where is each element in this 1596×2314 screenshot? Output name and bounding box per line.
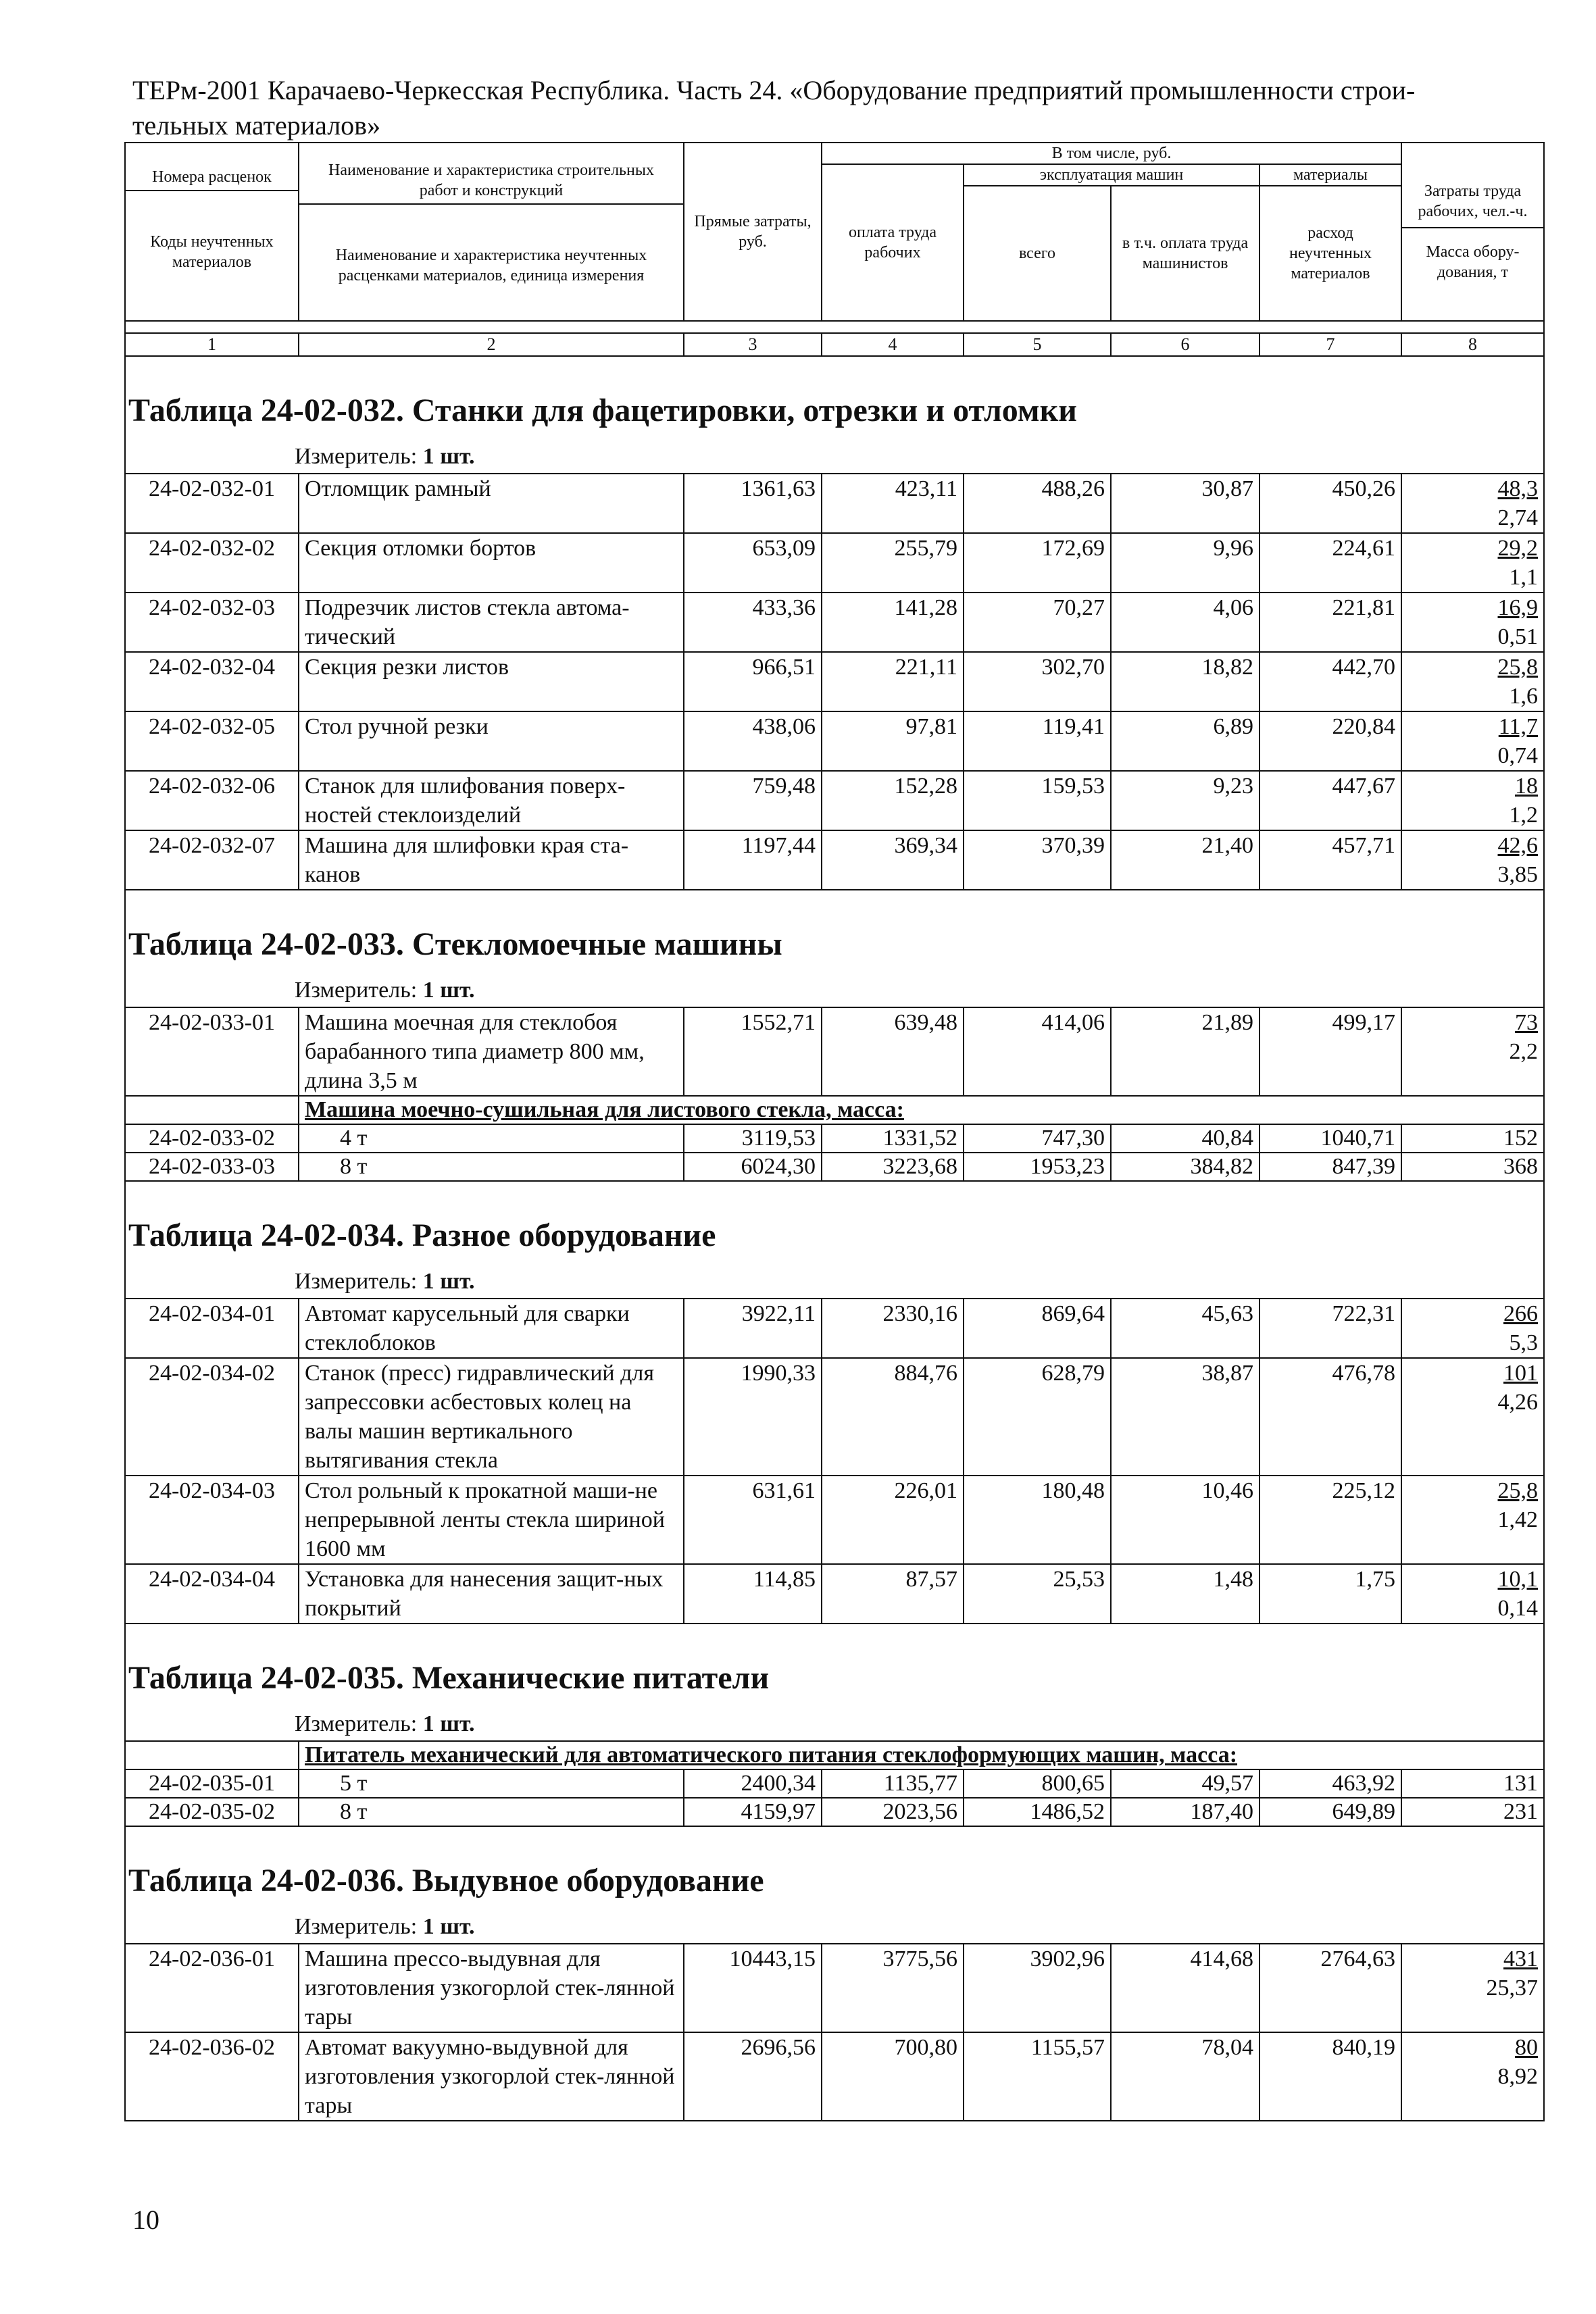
rate-code: 24-02-035-02 xyxy=(125,1798,299,1826)
col-head-including: В том числе, руб. xyxy=(822,143,1401,164)
table-row xyxy=(125,1944,1544,2032)
col-head-equipment-mass: Масса обору-дования, т xyxy=(1426,243,1520,281)
machinist-pay: 45,63 xyxy=(1111,1299,1260,1358)
labor-pay: 2023,56 xyxy=(822,1798,964,1826)
labor-mass-cell xyxy=(1401,1944,1544,2032)
labor-mass-cell xyxy=(1401,2032,1544,2121)
col-head-labor-hours: Затраты труда рабочих, чел.-ч. xyxy=(1402,174,1543,228)
column-number: 8 xyxy=(1401,333,1544,356)
machinist-pay: 21,89 xyxy=(1111,1007,1260,1096)
subhead-text: Машина моечно-сушильная для листового стекла, масса: xyxy=(299,1096,1544,1124)
direct-costs: 4159,97 xyxy=(684,1798,822,1826)
direct-costs: 3119,53 xyxy=(684,1124,822,1153)
machinist-pay: 18,82 xyxy=(1111,652,1260,711)
labor-mass-cell xyxy=(1401,1007,1544,1096)
equipment-mass: 3,85 xyxy=(1497,862,1538,887)
work-name: Установка для нанесения защит-ных покрытий xyxy=(299,1564,684,1624)
machine-costs: 159,53 xyxy=(964,771,1111,830)
direct-costs: 438,06 xyxy=(684,711,822,771)
materials-cost: 649,89 xyxy=(1260,1798,1401,1826)
machine-costs: 172,69 xyxy=(964,533,1111,593)
table-row xyxy=(125,1476,1544,1564)
col-head-unaccounted-materials: расход неучтенных материалов xyxy=(1260,186,1401,321)
machinist-pay: 21,40 xyxy=(1111,830,1260,890)
direct-costs: 3922,11 xyxy=(684,1299,822,1358)
machinist-pay: 38,87 xyxy=(1111,1358,1260,1476)
direct-costs: 10443,15 xyxy=(684,1944,822,2032)
machine-costs: 414,06 xyxy=(964,1007,1111,1096)
machine-costs: 1953,23 xyxy=(964,1153,1111,1181)
subhead-row xyxy=(125,1741,1544,1769)
equipment-mass: 2,74 xyxy=(1497,505,1538,530)
column-number: 6 xyxy=(1111,333,1260,356)
machine-costs: 180,48 xyxy=(964,1476,1111,1564)
labor-hours: 48,3 xyxy=(1497,476,1538,501)
section-title: Таблица 24-02-033. Стекломоечные машины xyxy=(125,890,1544,974)
rate-code: 24-02-032-06 xyxy=(125,771,299,830)
rate-code: 24-02-036-02 xyxy=(125,2032,299,2121)
work-name: Машина моечная для стеклобоя барабанного типа диаметр 800 мм, длина 3,5 м xyxy=(299,1007,684,1096)
column-number: 7 xyxy=(1260,333,1401,356)
table-row xyxy=(125,1769,1544,1798)
materials-cost: 1,75 xyxy=(1260,1564,1401,1624)
direct-costs: 114,85 xyxy=(684,1564,822,1624)
table-row xyxy=(125,652,1544,711)
table-row xyxy=(125,771,1544,830)
col-head-machinist-pay: в т.ч. оплата труда машинистов xyxy=(1111,186,1260,321)
column-numbers-row xyxy=(125,333,1544,356)
col-head-material-codes: Коды неучтенных материалов xyxy=(150,233,274,271)
direct-costs: 433,36 xyxy=(684,593,822,652)
unit-label: Измеритель: xyxy=(295,444,418,469)
equipment-mass: 1,1 xyxy=(1509,565,1538,590)
work-name: Секция резки листов xyxy=(299,652,684,711)
table-row xyxy=(125,593,1544,652)
machinist-pay: 9,96 xyxy=(1111,533,1260,593)
machinist-pay: 40,84 xyxy=(1111,1124,1260,1153)
column-number: 1 xyxy=(125,333,299,356)
col-head-materials-name: Наименование и характеристика неучтенных расценками материалов, единица измерения xyxy=(335,247,647,284)
machinist-pay: 78,04 xyxy=(1111,2032,1260,2121)
work-name: 8 т xyxy=(299,1798,684,1826)
labor-mass-cell xyxy=(1401,1299,1544,1358)
rate-code: 24-02-034-02 xyxy=(125,1358,299,1476)
machine-costs: 1155,57 xyxy=(964,2032,1111,2121)
materials-cost: 457,71 xyxy=(1260,830,1401,890)
rates-table xyxy=(124,142,1543,2121)
unit-cell xyxy=(125,1265,1544,1299)
section-title: Таблица 24-02-034. Разное оборудование xyxy=(125,1181,1544,1265)
direct-costs: 1361,63 xyxy=(684,474,822,533)
work-name: Машина для шлифовки края ста-канов xyxy=(299,830,684,890)
direct-costs: 1197,44 xyxy=(684,830,822,890)
machine-costs: 119,41 xyxy=(964,711,1111,771)
machine-costs: 302,70 xyxy=(964,652,1111,711)
materials-cost: 499,17 xyxy=(1260,1007,1401,1096)
rate-code: 24-02-032-05 xyxy=(125,711,299,771)
col-head-labor-pay: оплата труда рабочих xyxy=(822,164,964,321)
section-title: Таблица 24-02-035. Механические питатели xyxy=(125,1624,1544,1708)
direct-costs: 966,51 xyxy=(684,652,822,711)
machine-costs: 3902,96 xyxy=(964,1944,1111,2032)
direct-costs: 759,48 xyxy=(684,771,822,830)
labor-hours: 18 xyxy=(1515,774,1538,799)
rate-code: 24-02-034-03 xyxy=(125,1476,299,1564)
equipment-mass: 4,26 xyxy=(1497,1390,1538,1415)
labor-hours: 368 xyxy=(1401,1153,1544,1181)
machine-costs: 869,64 xyxy=(964,1299,1111,1358)
equipment-mass: 0,51 xyxy=(1497,624,1538,649)
work-name: Стол ручной резки xyxy=(299,711,684,771)
labor-hours: 431 xyxy=(1503,1946,1538,1971)
unit-label: Измеритель: xyxy=(295,1269,418,1294)
table-row xyxy=(125,533,1544,593)
unit-label: Измеритель: xyxy=(295,1711,418,1736)
labor-pay: 87,57 xyxy=(822,1564,964,1624)
work-name: Подрезчик листов стекла автома-тический xyxy=(299,593,684,652)
equipment-mass: 5,3 xyxy=(1509,1330,1538,1355)
materials-cost: 224,61 xyxy=(1260,533,1401,593)
section-title-row xyxy=(125,356,1544,441)
machine-costs: 370,39 xyxy=(964,830,1111,890)
labor-hours: 29,2 xyxy=(1497,536,1538,561)
col-head-rate-numbers: Номера расценок xyxy=(126,164,298,191)
work-name: Автомат вакуумно-выдувной для изготовления узкогорлой стек-лянной тары xyxy=(299,2032,684,2121)
labor-pay: 700,80 xyxy=(822,2032,964,2121)
table-row xyxy=(125,2032,1544,2121)
work-name: Стол рольный к прокатной маши-не непрерывной ленты стекла шириной 1600 мм xyxy=(299,1476,684,1564)
labor-pay: 226,01 xyxy=(822,1476,964,1564)
labor-hours: 10,1 xyxy=(1497,1567,1538,1592)
col-head-total: всего xyxy=(964,186,1111,321)
equipment-mass: 25,37 xyxy=(1486,1976,1538,2001)
machinist-pay: 6,89 xyxy=(1111,711,1260,771)
machine-costs: 25,53 xyxy=(964,1564,1111,1624)
unit-cell xyxy=(125,441,1544,474)
page-number: 10 xyxy=(132,2205,159,2235)
section-title-row xyxy=(125,1624,1544,1708)
labor-hours: 80 xyxy=(1515,2035,1538,2060)
labor-pay: 884,76 xyxy=(822,1358,964,1476)
rate-code: 24-02-036-01 xyxy=(125,1944,299,2032)
labor-mass-cell xyxy=(1401,1358,1544,1476)
unit-value: 1 шт. xyxy=(422,978,475,1003)
labor-mass-cell xyxy=(1401,533,1544,593)
labor-hours: 42,6 xyxy=(1497,833,1538,858)
table-row xyxy=(125,474,1544,533)
equipment-mass: 1,42 xyxy=(1497,1507,1538,1532)
table-row xyxy=(125,1299,1544,1358)
direct-costs: 1552,71 xyxy=(684,1007,822,1096)
rate-code: 24-02-033-01 xyxy=(125,1007,299,1096)
labor-mass-cell xyxy=(1401,593,1544,652)
labor-pay: 255,79 xyxy=(822,533,964,593)
machine-costs: 70,27 xyxy=(964,593,1111,652)
col-head-machine-exploitation: эксплуатация машин xyxy=(964,164,1260,186)
materials-cost: 220,84 xyxy=(1260,711,1401,771)
subhead-empty xyxy=(125,1096,299,1124)
rate-code: 24-02-033-02 xyxy=(125,1124,299,1153)
section-title-row xyxy=(125,890,1544,974)
machinist-pay: 49,57 xyxy=(1111,1769,1260,1798)
labor-hours: 231 xyxy=(1401,1798,1544,1826)
materials-cost: 476,78 xyxy=(1260,1358,1401,1476)
direct-costs: 2696,56 xyxy=(684,2032,822,2121)
rate-code: 24-02-033-03 xyxy=(125,1153,299,1181)
labor-hours: 25,8 xyxy=(1497,1478,1538,1503)
machine-costs: 628,79 xyxy=(964,1358,1111,1476)
rate-code: 24-02-032-03 xyxy=(125,593,299,652)
rate-code: 24-02-032-01 xyxy=(125,474,299,533)
machinist-pay: 30,87 xyxy=(1111,474,1260,533)
rate-code: 24-02-034-01 xyxy=(125,1299,299,1358)
section-title: Таблица 24-02-032. Станки для фацетировки, отрезки и отломки xyxy=(125,356,1544,441)
work-name: Станок для шлифования поверх-ностей стеклоизделий xyxy=(299,771,684,830)
column-number: 4 xyxy=(822,333,964,356)
unit-row xyxy=(125,1265,1544,1299)
materials-cost: 840,19 xyxy=(1260,2032,1401,2121)
table-row xyxy=(125,1798,1544,1826)
machine-costs: 1486,52 xyxy=(964,1798,1111,1826)
machinist-pay: 4,06 xyxy=(1111,593,1260,652)
rate-code: 24-02-034-04 xyxy=(125,1564,299,1624)
subhead-empty xyxy=(125,1741,299,1769)
labor-pay: 423,11 xyxy=(822,474,964,533)
col-head-works-name: Наименование и характеристика строительных работ и конструкций xyxy=(299,157,683,205)
unit-row xyxy=(125,974,1544,1007)
labor-mass-cell xyxy=(1401,1476,1544,1564)
equipment-mass: 2,2 xyxy=(1509,1039,1538,1064)
unit-value: 1 шт. xyxy=(422,1914,475,1939)
materials-cost: 463,92 xyxy=(1260,1769,1401,1798)
materials-cost: 447,67 xyxy=(1260,771,1401,830)
labor-pay: 2330,16 xyxy=(822,1299,964,1358)
column-number: 5 xyxy=(964,333,1111,356)
table-row xyxy=(125,830,1544,890)
machinist-pay: 9,23 xyxy=(1111,771,1260,830)
labor-mass-cell xyxy=(1401,652,1544,711)
labor-pay: 141,28 xyxy=(822,593,964,652)
unit-cell xyxy=(125,1708,1544,1741)
materials-cost: 221,81 xyxy=(1260,593,1401,652)
labor-pay: 221,11 xyxy=(822,652,964,711)
unit-row xyxy=(125,1911,1544,1944)
col-head-codes xyxy=(125,143,299,321)
unit-label: Измеритель: xyxy=(295,978,418,1003)
machine-costs: 488,26 xyxy=(964,474,1111,533)
direct-costs: 631,61 xyxy=(684,1476,822,1564)
equipment-mass: 1,6 xyxy=(1509,684,1538,709)
labor-hours: 266 xyxy=(1503,1301,1538,1326)
labor-mass-cell xyxy=(1401,474,1544,533)
labor-pay: 3223,68 xyxy=(822,1153,964,1181)
materials-cost: 450,26 xyxy=(1260,474,1401,533)
materials-cost: 442,70 xyxy=(1260,652,1401,711)
direct-costs: 653,09 xyxy=(684,533,822,593)
work-name: 4 т xyxy=(299,1124,684,1153)
section-title-row xyxy=(125,1181,1544,1265)
machine-costs: 800,65 xyxy=(964,1769,1111,1798)
materials-cost: 2764,63 xyxy=(1260,1944,1401,2032)
table-row xyxy=(125,1358,1544,1476)
labor-mass-cell xyxy=(1401,830,1544,890)
machinist-pay: 10,46 xyxy=(1111,1476,1260,1564)
labor-hours: 152 xyxy=(1401,1124,1544,1153)
unit-value: 1 шт. xyxy=(422,444,475,469)
unit-cell xyxy=(125,1911,1544,1944)
machinist-pay: 1,48 xyxy=(1111,1564,1260,1624)
direct-costs: 6024,30 xyxy=(684,1153,822,1181)
labor-pay: 639,48 xyxy=(822,1007,964,1096)
unit-cell xyxy=(125,974,1544,1007)
subhead-text: Питатель механический для автоматического питания стеклоформующих машин, масса: xyxy=(299,1741,1544,1769)
labor-pay: 97,81 xyxy=(822,711,964,771)
unit-row xyxy=(125,441,1544,474)
equipment-mass: 0,14 xyxy=(1497,1596,1538,1621)
page-title: ТЕРм-2001 Карачаево-Черкесская Республика. Часть 24. «Оборудование предприятий промышленности строи-тельных материалов» xyxy=(132,75,1416,141)
materials-cost: 722,31 xyxy=(1260,1299,1401,1358)
work-name: 8 т xyxy=(299,1153,684,1181)
direct-costs: 2400,34 xyxy=(684,1769,822,1798)
machinist-pay: 414,68 xyxy=(1111,1944,1260,2032)
rate-code: 24-02-032-04 xyxy=(125,652,299,711)
machine-costs: 747,30 xyxy=(964,1124,1111,1153)
unit-label: Измеритель: xyxy=(295,1914,418,1939)
col-head-name xyxy=(299,143,684,321)
labor-mass-cell xyxy=(1401,711,1544,771)
equipment-mass: 1,2 xyxy=(1509,803,1538,828)
labor-pay: 152,28 xyxy=(822,771,964,830)
labor-hours: 73 xyxy=(1515,1010,1538,1035)
materials-cost: 847,39 xyxy=(1260,1153,1401,1181)
labor-pay: 369,34 xyxy=(822,830,964,890)
work-name: 5 т xyxy=(299,1769,684,1798)
table-row xyxy=(125,1124,1544,1153)
machinist-pay: 384,82 xyxy=(1111,1153,1260,1181)
column-number: 2 xyxy=(299,333,684,356)
table-row xyxy=(125,711,1544,771)
labor-pay: 1135,77 xyxy=(822,1769,964,1798)
column-number: 3 xyxy=(684,333,822,356)
col-head-materials: материалы xyxy=(1260,164,1401,186)
materials-cost: 225,12 xyxy=(1260,1476,1401,1564)
unit-row xyxy=(125,1708,1544,1741)
subhead-row xyxy=(125,1096,1544,1124)
labor-pay: 1331,52 xyxy=(822,1124,964,1153)
equipment-mass: 8,92 xyxy=(1497,2064,1538,2089)
labor-mass-cell xyxy=(1401,771,1544,830)
section-title: Таблица 24-02-036. Выдувное оборудование xyxy=(125,1826,1544,1911)
labor-hours: 131 xyxy=(1401,1769,1544,1798)
rate-code: 24-02-032-07 xyxy=(125,830,299,890)
labor-hours: 25,8 xyxy=(1497,655,1538,680)
col-head-labor-mass xyxy=(1401,143,1544,321)
direct-costs: 1990,33 xyxy=(684,1358,822,1476)
labor-hours: 101 xyxy=(1503,1361,1538,1386)
section-title-row xyxy=(125,1826,1544,1911)
rate-code: 24-02-035-01 xyxy=(125,1769,299,1798)
labor-hours: 16,9 xyxy=(1497,595,1538,620)
unit-value: 1 шт. xyxy=(422,1711,475,1736)
work-name: Секция отломки бортов xyxy=(299,533,684,593)
rate-code: 24-02-032-02 xyxy=(125,533,299,593)
labor-pay: 3775,56 xyxy=(822,1944,964,2032)
materials-cost: 1040,71 xyxy=(1260,1124,1401,1153)
table-row xyxy=(125,1564,1544,1624)
table-row xyxy=(125,1007,1544,1096)
work-name: Машина прессо-выдувная для изготовления узкогорлой стек-лянной тары xyxy=(299,1944,684,2032)
work-name: Автомат карусельный для сварки стеклоблоков xyxy=(299,1299,684,1358)
unit-value: 1 шт. xyxy=(422,1269,475,1294)
machinist-pay: 187,40 xyxy=(1111,1798,1260,1826)
table-row xyxy=(125,1153,1544,1181)
labor-mass-cell xyxy=(1401,1564,1544,1624)
work-name: Станок (пресс) гидравлический для запрессовки асбестовых колец на валы машин вертикального вытягивания стекла xyxy=(299,1358,684,1476)
work-name: Отломщик рамный xyxy=(299,474,684,533)
col-head-direct-costs: Прямые затраты, руб. xyxy=(684,143,822,321)
labor-hours: 11,7 xyxy=(1498,714,1538,739)
equipment-mass: 0,74 xyxy=(1497,743,1538,768)
